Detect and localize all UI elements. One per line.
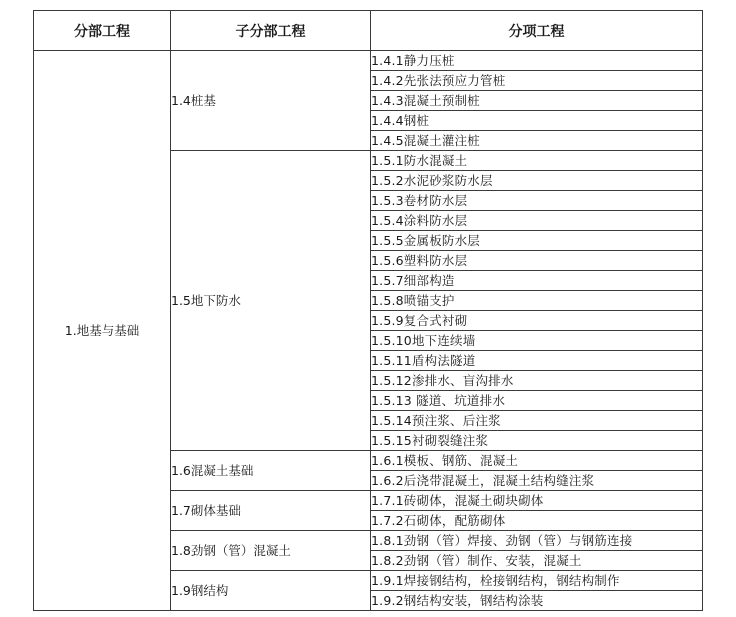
table-row xyxy=(34,51,703,71)
subdivision-cell: 1.7砌体基础 xyxy=(171,491,371,531)
item-cell: 1.8.1劲钢（管）焊接、劲钢（管）与钢筋连接 xyxy=(371,531,703,551)
item-cell: 1.5.10地下连续墙 xyxy=(371,331,703,351)
subdivision-cell: 1.6混凝土基础 xyxy=(171,451,371,491)
item-cell: 1.5.13 隧道、坑道排水 xyxy=(371,391,703,411)
item-cell: 1.5.6塑料防水层 xyxy=(371,251,703,271)
item-cell: 1.7.2石砌体，配筋砌体 xyxy=(371,511,703,531)
header-row xyxy=(34,11,703,51)
subdivision-cell: 1.9钢结构 xyxy=(171,571,371,611)
item-cell: 1.6.1模板、钢筋、混凝土 xyxy=(371,451,703,471)
item-cell: 1.5.9复合式衬砌 xyxy=(371,311,703,331)
item-cell: 1.4.3混凝土预制桩 xyxy=(371,91,703,111)
item-cell: 1.6.2后浇带混凝土，混凝土结构缝注浆 xyxy=(371,471,703,491)
item-cell: 1.5.14预注浆、后注浆 xyxy=(371,411,703,431)
subdivision-cell: 1.4桩基 xyxy=(171,51,371,151)
header-item: 分项工程 xyxy=(371,11,703,51)
item-cell: 1.5.8喷锚支护 xyxy=(371,291,703,311)
item-cell: 1.5.3卷材防水层 xyxy=(371,191,703,211)
item-cell: 1.5.15衬砌裂缝注浆 xyxy=(371,431,703,451)
engineering-division-table xyxy=(33,10,703,611)
item-cell: 1.5.2水泥砂浆防水层 xyxy=(371,171,703,191)
item-cell: 1.4.1静力压桩 xyxy=(371,51,703,71)
division-cell: 1.地基与基础 xyxy=(34,51,171,611)
item-cell: 1.9.1焊接钢结构，栓接钢结构，钢结构制作 xyxy=(371,571,703,591)
item-cell: 1.7.1砖砌体，混凝土砌块砌体 xyxy=(371,491,703,511)
table-body xyxy=(34,51,703,611)
item-cell: 1.4.5混凝土灌注桩 xyxy=(371,131,703,151)
subdivision-cell: 1.8劲钢（管）混凝土 xyxy=(171,531,371,571)
item-cell: 1.5.1防水混凝土 xyxy=(371,151,703,171)
item-cell: 1.9.2钢结构安装，钢结构涂装 xyxy=(371,591,703,611)
item-cell: 1.4.4钢桩 xyxy=(371,111,703,131)
item-cell: 1.5.5金属板防水层 xyxy=(371,231,703,251)
item-cell: 1.5.7细部构造 xyxy=(371,271,703,291)
subdivision-cell: 1.5地下防水 xyxy=(171,151,371,451)
item-cell: 1.5.4涂料防水层 xyxy=(371,211,703,231)
item-cell: 1.5.11盾构法隧道 xyxy=(371,351,703,371)
item-cell: 1.4.2先张法预应力管桩 xyxy=(371,71,703,91)
item-cell: 1.5.12渗排水、盲沟排水 xyxy=(371,371,703,391)
item-cell: 1.8.2劲钢（管）制作、安装，混凝土 xyxy=(371,551,703,571)
header-division: 分部工程 xyxy=(34,11,171,51)
header-subdivision: 子分部工程 xyxy=(171,11,371,51)
